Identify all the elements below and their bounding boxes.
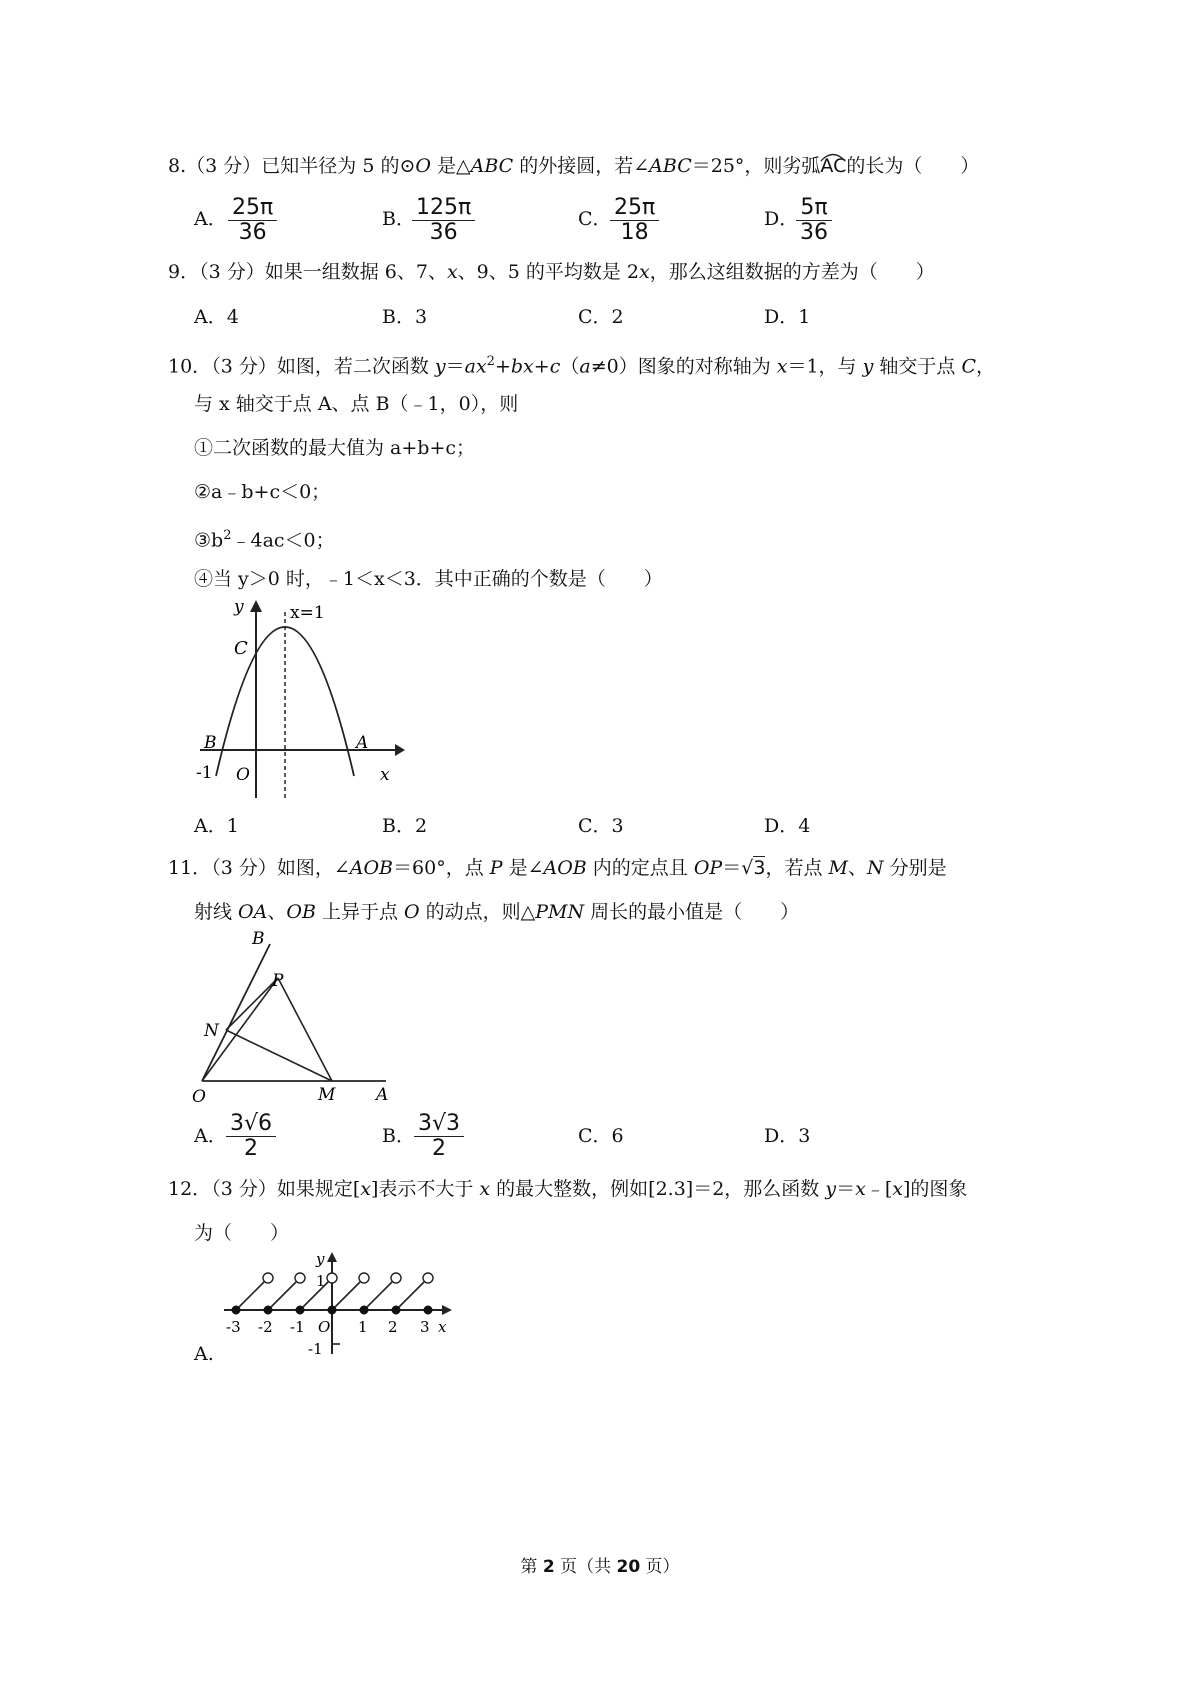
q10-stem-line2: 与 x 轴交于点 A、点 B（﹣1，0），则 — [194, 393, 519, 415]
q11-var: AOB — [349, 857, 394, 879]
option-label: D． — [764, 208, 799, 230]
open-point — [295, 1273, 305, 1283]
q8-text-5: 的长为（ ） — [846, 155, 980, 177]
label-minus-one: -1 — [196, 763, 213, 783]
q11-text: ＝ — [722, 857, 742, 879]
open-point — [423, 1273, 433, 1283]
q9-option-c[interactable]: C．2 — [578, 306, 624, 328]
label-o: O — [192, 1087, 206, 1106]
label-b: B — [252, 929, 265, 949]
q10-option-d[interactable]: D．4 — [764, 815, 811, 837]
closed-point — [296, 1306, 305, 1315]
label-m: M — [318, 1085, 336, 1105]
denominator: 36 — [228, 220, 277, 245]
q12-option-a-graph — [220, 1250, 460, 1362]
q11-option-a[interactable] — [194, 1124, 227, 1148]
q10-text: 如图，若二次函数 — [276, 355, 435, 378]
q11-var: P — [489, 857, 503, 879]
q11-number: 11． — [168, 857, 212, 879]
q10-var: C — [961, 355, 976, 378]
q10-s3-sup: 2 — [223, 528, 232, 543]
page-footer — [0, 1552, 1200, 1577]
label-y: y — [234, 598, 244, 617]
tick-label: 2 — [388, 1318, 398, 1336]
x-axis-arrow-icon — [395, 744, 405, 756]
q10-text: ＝ — [445, 355, 465, 378]
tick-label: 3 — [420, 1318, 430, 1336]
q12-var: y — [825, 1178, 837, 1200]
q12-option-a[interactable]: A. — [194, 1343, 214, 1365]
q11-option-c[interactable]: C．6 — [578, 1125, 624, 1147]
numerator: 125π — [416, 195, 472, 220]
segment-nm — [226, 1030, 332, 1081]
q10-statement-3 — [194, 524, 335, 552]
q11-option-a-fraction — [226, 1112, 276, 1161]
q10-points: （3 分） — [211, 355, 277, 378]
option-label: B． — [382, 1125, 415, 1147]
q9-option-d[interactable]: D．1 — [764, 306, 811, 328]
q10-var: a — [579, 355, 591, 378]
q10-text: ， — [975, 355, 995, 378]
q11-text: 、 — [847, 857, 867, 879]
q9-stem — [168, 260, 935, 284]
q10-var: y — [434, 355, 446, 378]
closed-point — [328, 1306, 337, 1315]
q8-option-a-fraction — [228, 196, 277, 245]
q8-abc: ABC — [470, 155, 514, 177]
label-x: x — [380, 765, 390, 785]
q9-x-2: x — [639, 261, 650, 283]
circle-symbol: ⊙ — [399, 155, 416, 177]
denominator: 36 — [412, 220, 475, 245]
q10-var: x — [776, 355, 788, 378]
label-a: A — [356, 733, 369, 753]
q11-stem-line1 — [168, 856, 947, 880]
q9-text-1: 如果一组数据 6、7、 — [264, 261, 447, 283]
q11-points: （3 分） — [211, 857, 277, 879]
q12-var: x — [892, 1178, 903, 1200]
tick-label: -3 — [226, 1318, 241, 1336]
step-segment — [396, 1282, 424, 1310]
closed-point — [360, 1306, 369, 1315]
q12-text: ＝ — [836, 1178, 856, 1200]
numerator: 3√6 — [230, 1111, 273, 1136]
q11-text: 上异于点 — [315, 901, 405, 923]
q12-text: 的最大整数，例如[2.3]＝2，那么函数 — [490, 1178, 826, 1200]
q12-number: 12． — [168, 1178, 212, 1200]
q10-var: ax — [464, 355, 487, 378]
q9-option-b[interactable]: B．3 — [382, 306, 428, 328]
tick-label: -1 — [290, 1318, 305, 1336]
q10-text: ＝1，与 — [787, 355, 863, 378]
q10-stem-line1 — [168, 350, 995, 378]
q10-text: （ — [560, 355, 580, 378]
q12-text: ]表示不大于 — [370, 1178, 480, 1200]
y-axis-arrow-icon — [327, 1252, 337, 1262]
numerator: 25π — [232, 195, 274, 220]
q12-stem-line2: 为（ ） — [194, 1222, 290, 1244]
q12-stem-line1 — [168, 1177, 967, 1201]
page-number: 2 — [542, 1557, 555, 1577]
footer-text: 第 — [520, 1557, 543, 1577]
q8-option-d-fraction — [796, 196, 832, 245]
tick-label: -2 — [258, 1318, 273, 1336]
q11-text: 、 — [267, 901, 287, 923]
q10-s3-part: ③b — [194, 529, 224, 552]
q11-text: 是∠ — [502, 857, 544, 879]
label-minus-one: -1 — [308, 1340, 323, 1358]
q11-text: ，若点 — [765, 857, 829, 879]
option-label: A． — [194, 208, 227, 230]
closed-point — [424, 1306, 433, 1315]
numerator: 5π — [800, 195, 828, 220]
footer-text: 页） — [640, 1557, 680, 1577]
q10-superscript: 2 — [486, 354, 495, 369]
ray-ob — [202, 944, 270, 1081]
q10-option-a[interactable]: A．1 — [194, 815, 239, 837]
step-segment — [268, 1282, 296, 1310]
q9-points: （3 分） — [199, 261, 265, 283]
step-segment — [332, 1282, 360, 1310]
q10-text: + — [533, 355, 550, 378]
q12-var: x — [479, 1178, 491, 1200]
q10-number: 10． — [168, 355, 212, 378]
q8-stem — [168, 154, 979, 178]
label-y: y — [316, 1250, 325, 1268]
label-x1: x=1 — [290, 603, 325, 623]
q8-option-b[interactable] — [382, 207, 415, 231]
q8-points: （3 分） — [186, 155, 262, 177]
q10-text: + — [494, 355, 511, 378]
arc-label: AC — [820, 155, 847, 177]
q8-text-3: 的外接圆，若∠ — [513, 155, 650, 177]
denominator: 18 — [610, 220, 659, 245]
open-point — [391, 1273, 401, 1283]
arc-ac — [820, 154, 846, 178]
q10-s3-part: ﹣4ac＜0； — [231, 529, 335, 552]
open-point — [359, 1273, 369, 1283]
q9-text-3: ，那么这组数据的方差为（ ） — [649, 261, 935, 283]
q10-statement-4: ④当 y＞0 时，﹣1＜x＜3．其中正确的个数是（ ） — [194, 568, 663, 590]
q12-var: x — [360, 1178, 371, 1200]
q12-text: 如果规定[ — [276, 1178, 361, 1200]
q11-var: N — [866, 857, 884, 879]
q10-statement-1: ①二次函数的最大值为 a+b+c； — [194, 437, 476, 459]
label-c: C — [234, 638, 248, 659]
q11-var: OB — [286, 901, 316, 923]
option-label: C． — [578, 208, 612, 230]
numerator: 25π — [614, 195, 656, 220]
label-b: B — [204, 733, 217, 753]
q11-text: 内的定点且 — [586, 857, 694, 879]
denominator: 36 — [796, 220, 832, 245]
arc-mark-icon — [820, 144, 846, 154]
q11-var: M — [828, 857, 848, 879]
q11-var: O — [404, 901, 420, 923]
q11-text: 分别是 — [883, 857, 947, 879]
q11-var: PMN — [535, 901, 585, 923]
q10-var: c — [549, 355, 561, 378]
sqrt-icon: √ — [741, 857, 754, 879]
q9-x: x — [446, 261, 458, 283]
q9-option-a[interactable]: A．4 — [194, 306, 239, 328]
q8-text-1: 已知半径为 5 的 — [261, 155, 400, 177]
label-p: P — [272, 971, 284, 991]
label-a: A — [376, 1085, 389, 1105]
closed-point — [232, 1306, 241, 1315]
open-point — [327, 1273, 337, 1283]
tick-label: 1 — [358, 1318, 368, 1336]
q11-var: OP — [693, 857, 723, 879]
q11-text: 射线 — [194, 901, 239, 923]
q11-text: 周长的最小值是（ ） — [584, 901, 800, 923]
q8-option-a[interactable] — [194, 207, 227, 231]
tick-label: O — [318, 1318, 331, 1336]
q12-var: x — [855, 1178, 866, 1200]
q10-option-c[interactable]: C．3 — [578, 815, 624, 837]
segment-np — [226, 978, 278, 1030]
q12-text: ]的图象 — [902, 1178, 968, 1200]
numerator: 3√3 — [418, 1111, 461, 1136]
q8-o: O — [415, 155, 431, 177]
label-one: 1 — [316, 1272, 326, 1290]
q11-angle-figure — [186, 926, 396, 1106]
open-point — [263, 1273, 273, 1283]
footer-text: 页（共 — [554, 1557, 617, 1577]
q11-stem-line2 — [194, 900, 799, 924]
q8-text-4: ＝25°，则劣弧 — [691, 155, 821, 177]
q10-statement-2: ②a﹣b+c＜0； — [194, 481, 331, 503]
q10-var: y — [862, 355, 874, 378]
q8-option-d[interactable] — [764, 207, 798, 231]
q8-option-c[interactable] — [578, 207, 612, 231]
x-axis-arrow-icon — [442, 1305, 452, 1315]
step-segment — [364, 1282, 392, 1310]
q11-var: AOB — [543, 857, 587, 879]
label-n: N — [204, 1021, 219, 1041]
q8-abc-2: ABC — [649, 155, 692, 177]
q11-option-b[interactable] — [382, 1124, 415, 1148]
q8-option-c-fraction — [610, 196, 659, 245]
q10-option-b[interactable]: B．2 — [382, 815, 428, 837]
q11-text: ＝60°，点 — [393, 857, 490, 879]
closed-point — [392, 1306, 401, 1315]
q8-option-b-fraction — [412, 196, 475, 245]
option-label: A． — [194, 1125, 227, 1147]
q11-text: 的动点，则△ — [419, 901, 536, 923]
q9-text-2: 、9、5 的平均数是 2 — [457, 261, 640, 283]
q10-var: bx — [510, 355, 534, 378]
denominator: 2 — [414, 1136, 464, 1161]
segment-pm — [278, 978, 332, 1081]
q11-text: 如图，∠ — [276, 857, 350, 879]
q9-number: 9． — [168, 261, 200, 283]
label-o: O — [236, 765, 250, 785]
q12-text: ﹣[ — [865, 1178, 893, 1200]
q10-parabola-graph — [190, 598, 410, 806]
q8-text-2: 是△ — [430, 155, 471, 177]
q8-number: 8. — [168, 155, 187, 177]
y-axis-arrow-icon — [250, 600, 262, 612]
q12-points: （3 分） — [211, 1178, 277, 1200]
q10-text: ≠0）图象的对称轴为 — [590, 355, 777, 378]
sqrt-radicand: 3 — [753, 857, 766, 879]
q11-option-d[interactable]: D．3 — [764, 1125, 811, 1147]
label-x: x — [438, 1318, 447, 1336]
q11-option-b-fraction — [414, 1112, 464, 1161]
total-pages: 20 — [616, 1557, 641, 1577]
option-label: B． — [382, 208, 415, 230]
step-segment — [236, 1282, 264, 1310]
closed-point — [264, 1306, 273, 1315]
denominator: 2 — [226, 1136, 276, 1161]
q11-var: OA — [238, 901, 268, 923]
q10-text: 轴交于点 — [873, 355, 962, 378]
